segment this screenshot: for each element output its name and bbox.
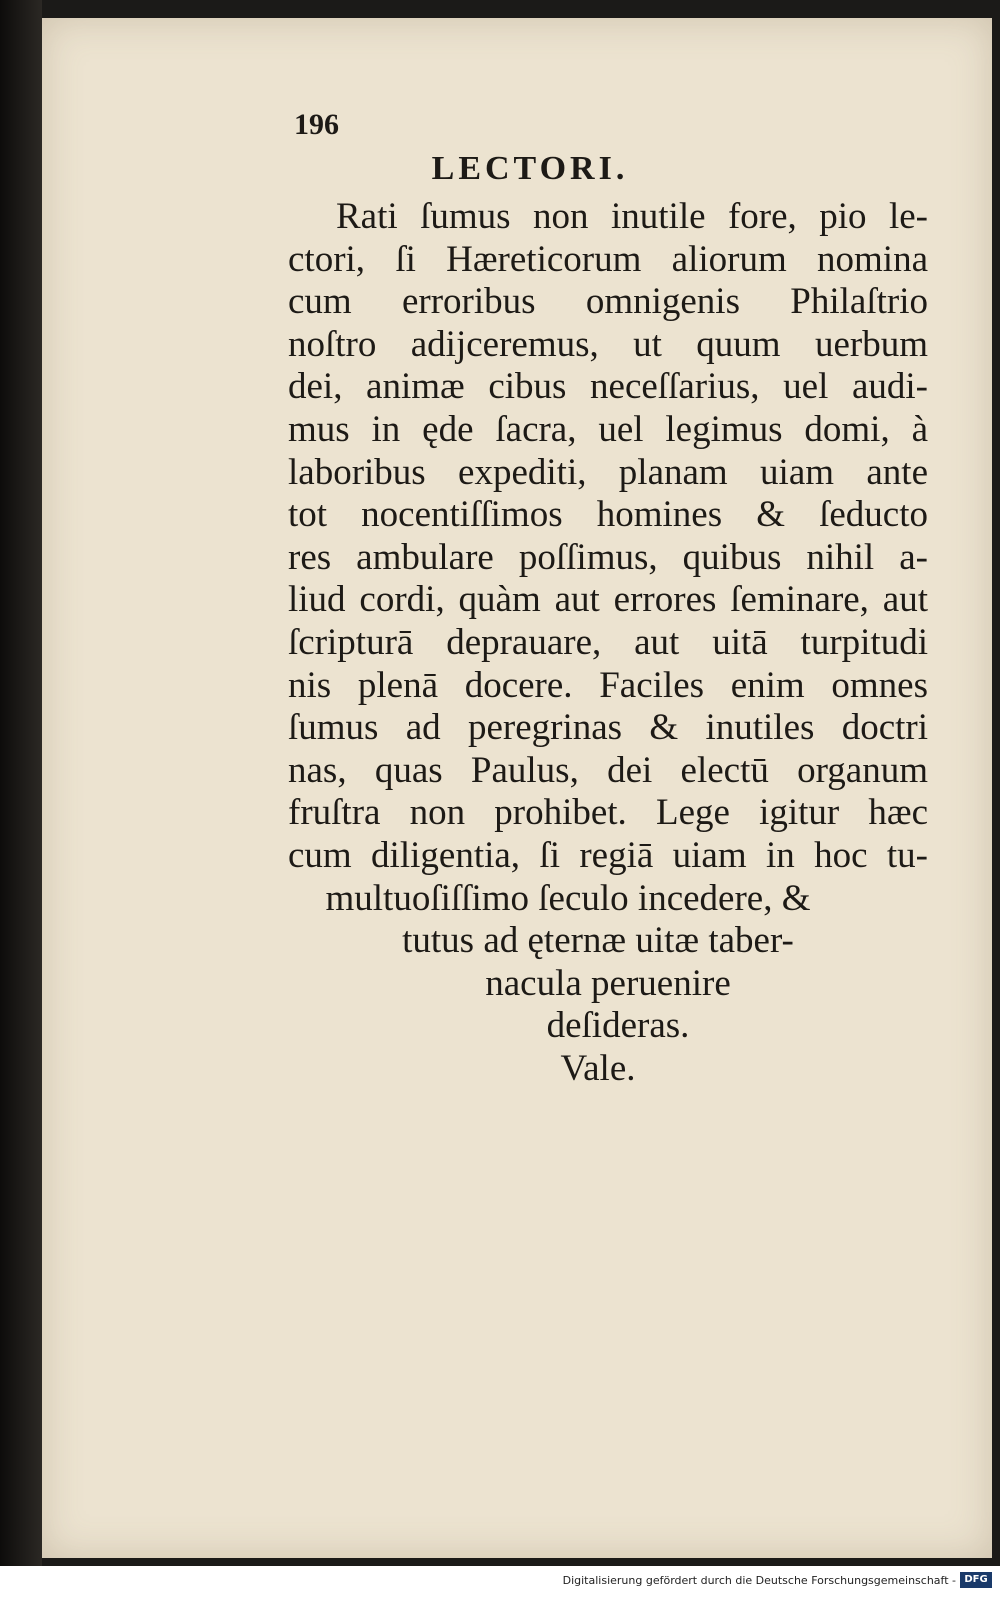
dfg-logo: DFG xyxy=(960,1572,992,1588)
page-heading: LECTORI. xyxy=(431,150,629,187)
body-text xyxy=(288,196,928,1090)
text-line: ctori, ſi Hæreticorum aliorum nomina xyxy=(288,238,928,280)
text-line: laboribus expediti, planam uiam ante xyxy=(288,451,928,493)
text-line: mus in ęde ſacra, uel legimus domi, à xyxy=(288,408,928,450)
text-line: cum diligentia, ſi regiā uiam in hoc tu- xyxy=(288,834,928,876)
text-line: fruſtra non prohibet. Lege igitur hæc xyxy=(288,792,928,834)
digitization-credit: Digitalisierung gefördert durch die Deutsche Forschungsgemeinschaft - xyxy=(562,1574,956,1587)
closing-line: Vale. xyxy=(560,1047,636,1089)
closing-line: deſideras. xyxy=(546,1005,690,1047)
footer-bar xyxy=(0,1566,1000,1600)
text-line: tot nocentiſſimos homines & ſeducto xyxy=(288,494,928,536)
text-line: ſcripturā deprauare, aut uitā turpitudi xyxy=(288,621,928,663)
text-line: Rati ſumus non inutile fore, pio le- xyxy=(336,196,928,237)
closing-line: multuoſiſſimo ſeculo incedere, & xyxy=(325,877,811,919)
text-line: noſtro adijceremus, ut quum uerbum xyxy=(288,323,928,365)
book-left-edge xyxy=(0,0,42,1600)
text-line: nas, quas Paulus, dei electū organum xyxy=(288,749,928,791)
page-number: 196 xyxy=(294,108,339,141)
text-line: liud cordi, quàm aut errores ſeminare, aut xyxy=(288,579,928,621)
closing-line: tutus ad ęternæ uitæ taber- xyxy=(402,920,794,962)
text-line: cum erroribus omnigenis Philaſtrio xyxy=(288,281,928,323)
text-line: dei, animæ cibus neceſſarius, uel audi- xyxy=(288,366,928,408)
text-line: ſumus ad peregrinas & inutiles doctri xyxy=(288,707,928,749)
closing-line: nacula peruenire xyxy=(485,962,731,1004)
text-line: res ambulare poſſimus, quibus nihil a- xyxy=(288,536,928,578)
text-line: nis plenā docere. Faciles enim omnes xyxy=(288,664,928,706)
